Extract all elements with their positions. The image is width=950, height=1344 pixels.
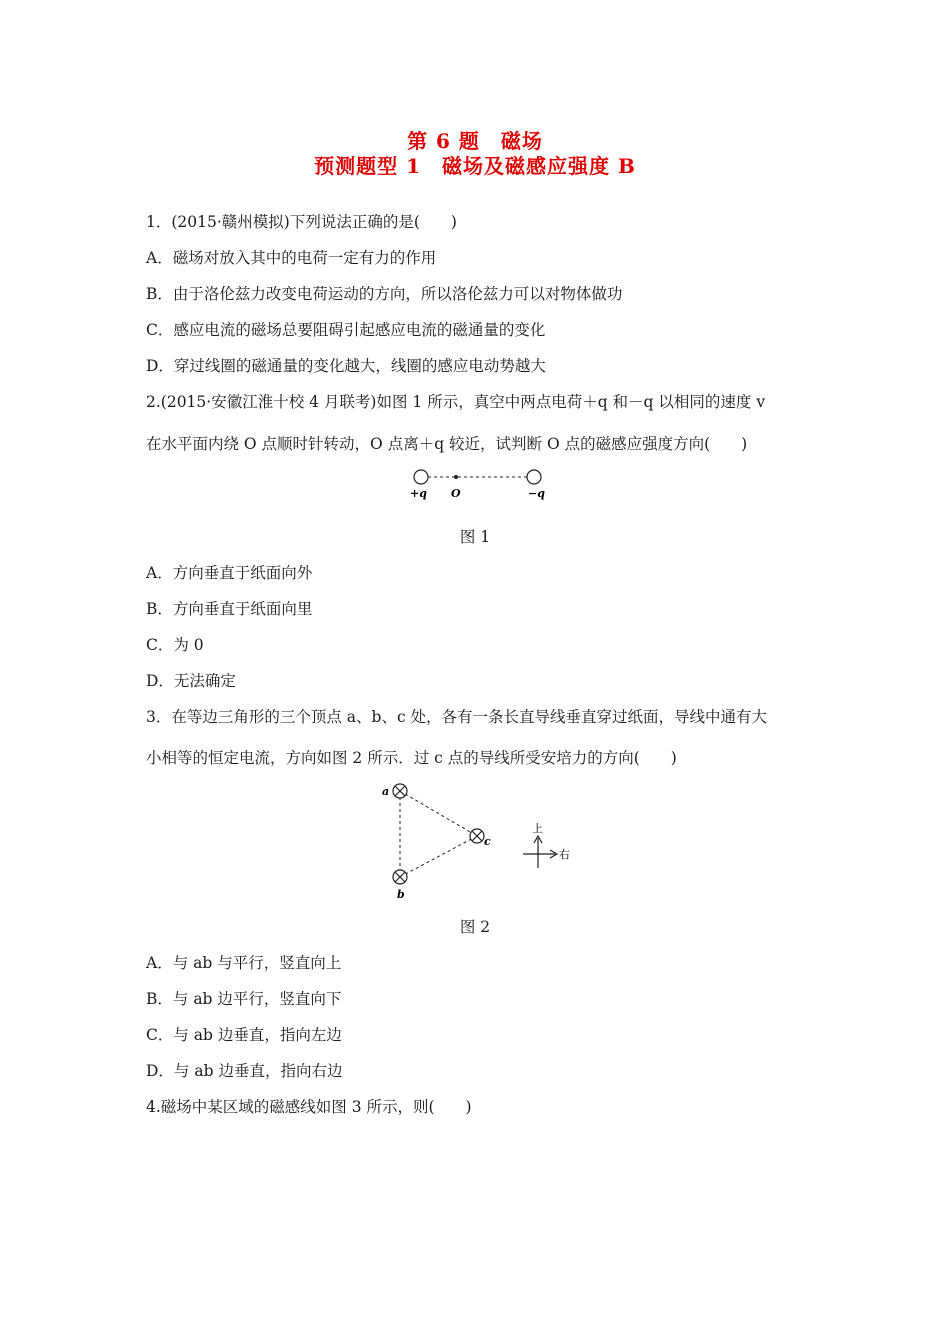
- label-up: 上: [532, 822, 543, 835]
- q1-stem: 1．(2015·赣州模拟)下列说法正确的是( ): [146, 213, 457, 231]
- label-a: a: [382, 785, 390, 798]
- label-c: c: [484, 835, 491, 848]
- side-bc: [400, 836, 477, 877]
- label-b: b: [397, 888, 405, 901]
- q2-option-a: A．方向垂直于纸面向外: [146, 564, 313, 582]
- figure-1: [400, 466, 560, 502]
- wire-c-into-page-icon: [470, 829, 484, 843]
- q1-option-a: A．磁场对放入其中的电荷一定有力的作用: [146, 249, 437, 267]
- figure-2: [376, 780, 576, 904]
- q3-option-c: C．与 ab 边垂直，指向左边: [146, 1026, 342, 1044]
- label-o: O: [451, 487, 461, 500]
- q4-stem: 4.磁场中某区域的磁感线如图 3 所示，则( ): [146, 1098, 472, 1116]
- label-minus-q: −q: [528, 487, 545, 500]
- q3-option-a: A．与 ab 与平行，竖直向上: [146, 954, 342, 972]
- q2-option-d: D．无法确定: [146, 672, 236, 690]
- q2-stem-line1: 2.(2015·安徽江淮十校 4 月联考)如图 1 所示，真空中两点电荷＋q 和－q 以相同的速度 v: [146, 393, 766, 411]
- q3-option-b: B．与 ab 边平行，竖直向下: [146, 990, 342, 1008]
- q3-stem-line2: 小相等的恒定电流，方向如图 2 所示．过 c 点的导线所受安培力的方向( ): [146, 749, 677, 767]
- figure-1-caption: 图 1: [459, 528, 491, 546]
- q1-option-c: C．感应电流的磁场总要阻碍引起感应电流的磁通量的变化: [146, 321, 546, 339]
- direction-axes-icon: [523, 836, 557, 868]
- minus-charge-circle: [527, 470, 541, 484]
- page-title: 第 6 题 磁场: [407, 129, 543, 153]
- q1-option-d: D．穿过线圈的磁通量的变化越大，线圈的感应电动势越大: [146, 357, 546, 375]
- center-point-o: [454, 475, 458, 479]
- page-subtitle: 预测题型 1 磁场及磁感应强度 B: [314, 154, 636, 178]
- q3-stem-line1: 3．在等边三角形的三个顶点 a、b、c 处，各有一条长直导线垂直穿过纸面，导线中通有大: [146, 708, 768, 726]
- q1-option-b: B．由于洛伦兹力改变电荷运动的方向，所以洛伦兹力可以对物体做功: [146, 285, 623, 303]
- q3-option-d: D．与 ab 边垂直，指向右边: [146, 1062, 343, 1080]
- wire-a-into-page-icon: [393, 784, 407, 798]
- label-plus-q: +q: [410, 487, 427, 500]
- figure-2-caption: 图 2: [459, 918, 491, 936]
- side-ac: [400, 791, 477, 836]
- wire-b-into-page-icon: [393, 870, 407, 884]
- q2-option-c: C．为 0: [146, 636, 204, 654]
- plus-charge-circle: [414, 470, 428, 484]
- q2-stem-line2: 在水平面内绕 O 点顺时针转动，O 点离＋q 较近，试判断 O 点的磁感应强度方向( ): [146, 435, 748, 453]
- label-right: 右: [559, 848, 570, 861]
- q2-option-b: B．方向垂直于纸面向里: [146, 600, 313, 618]
